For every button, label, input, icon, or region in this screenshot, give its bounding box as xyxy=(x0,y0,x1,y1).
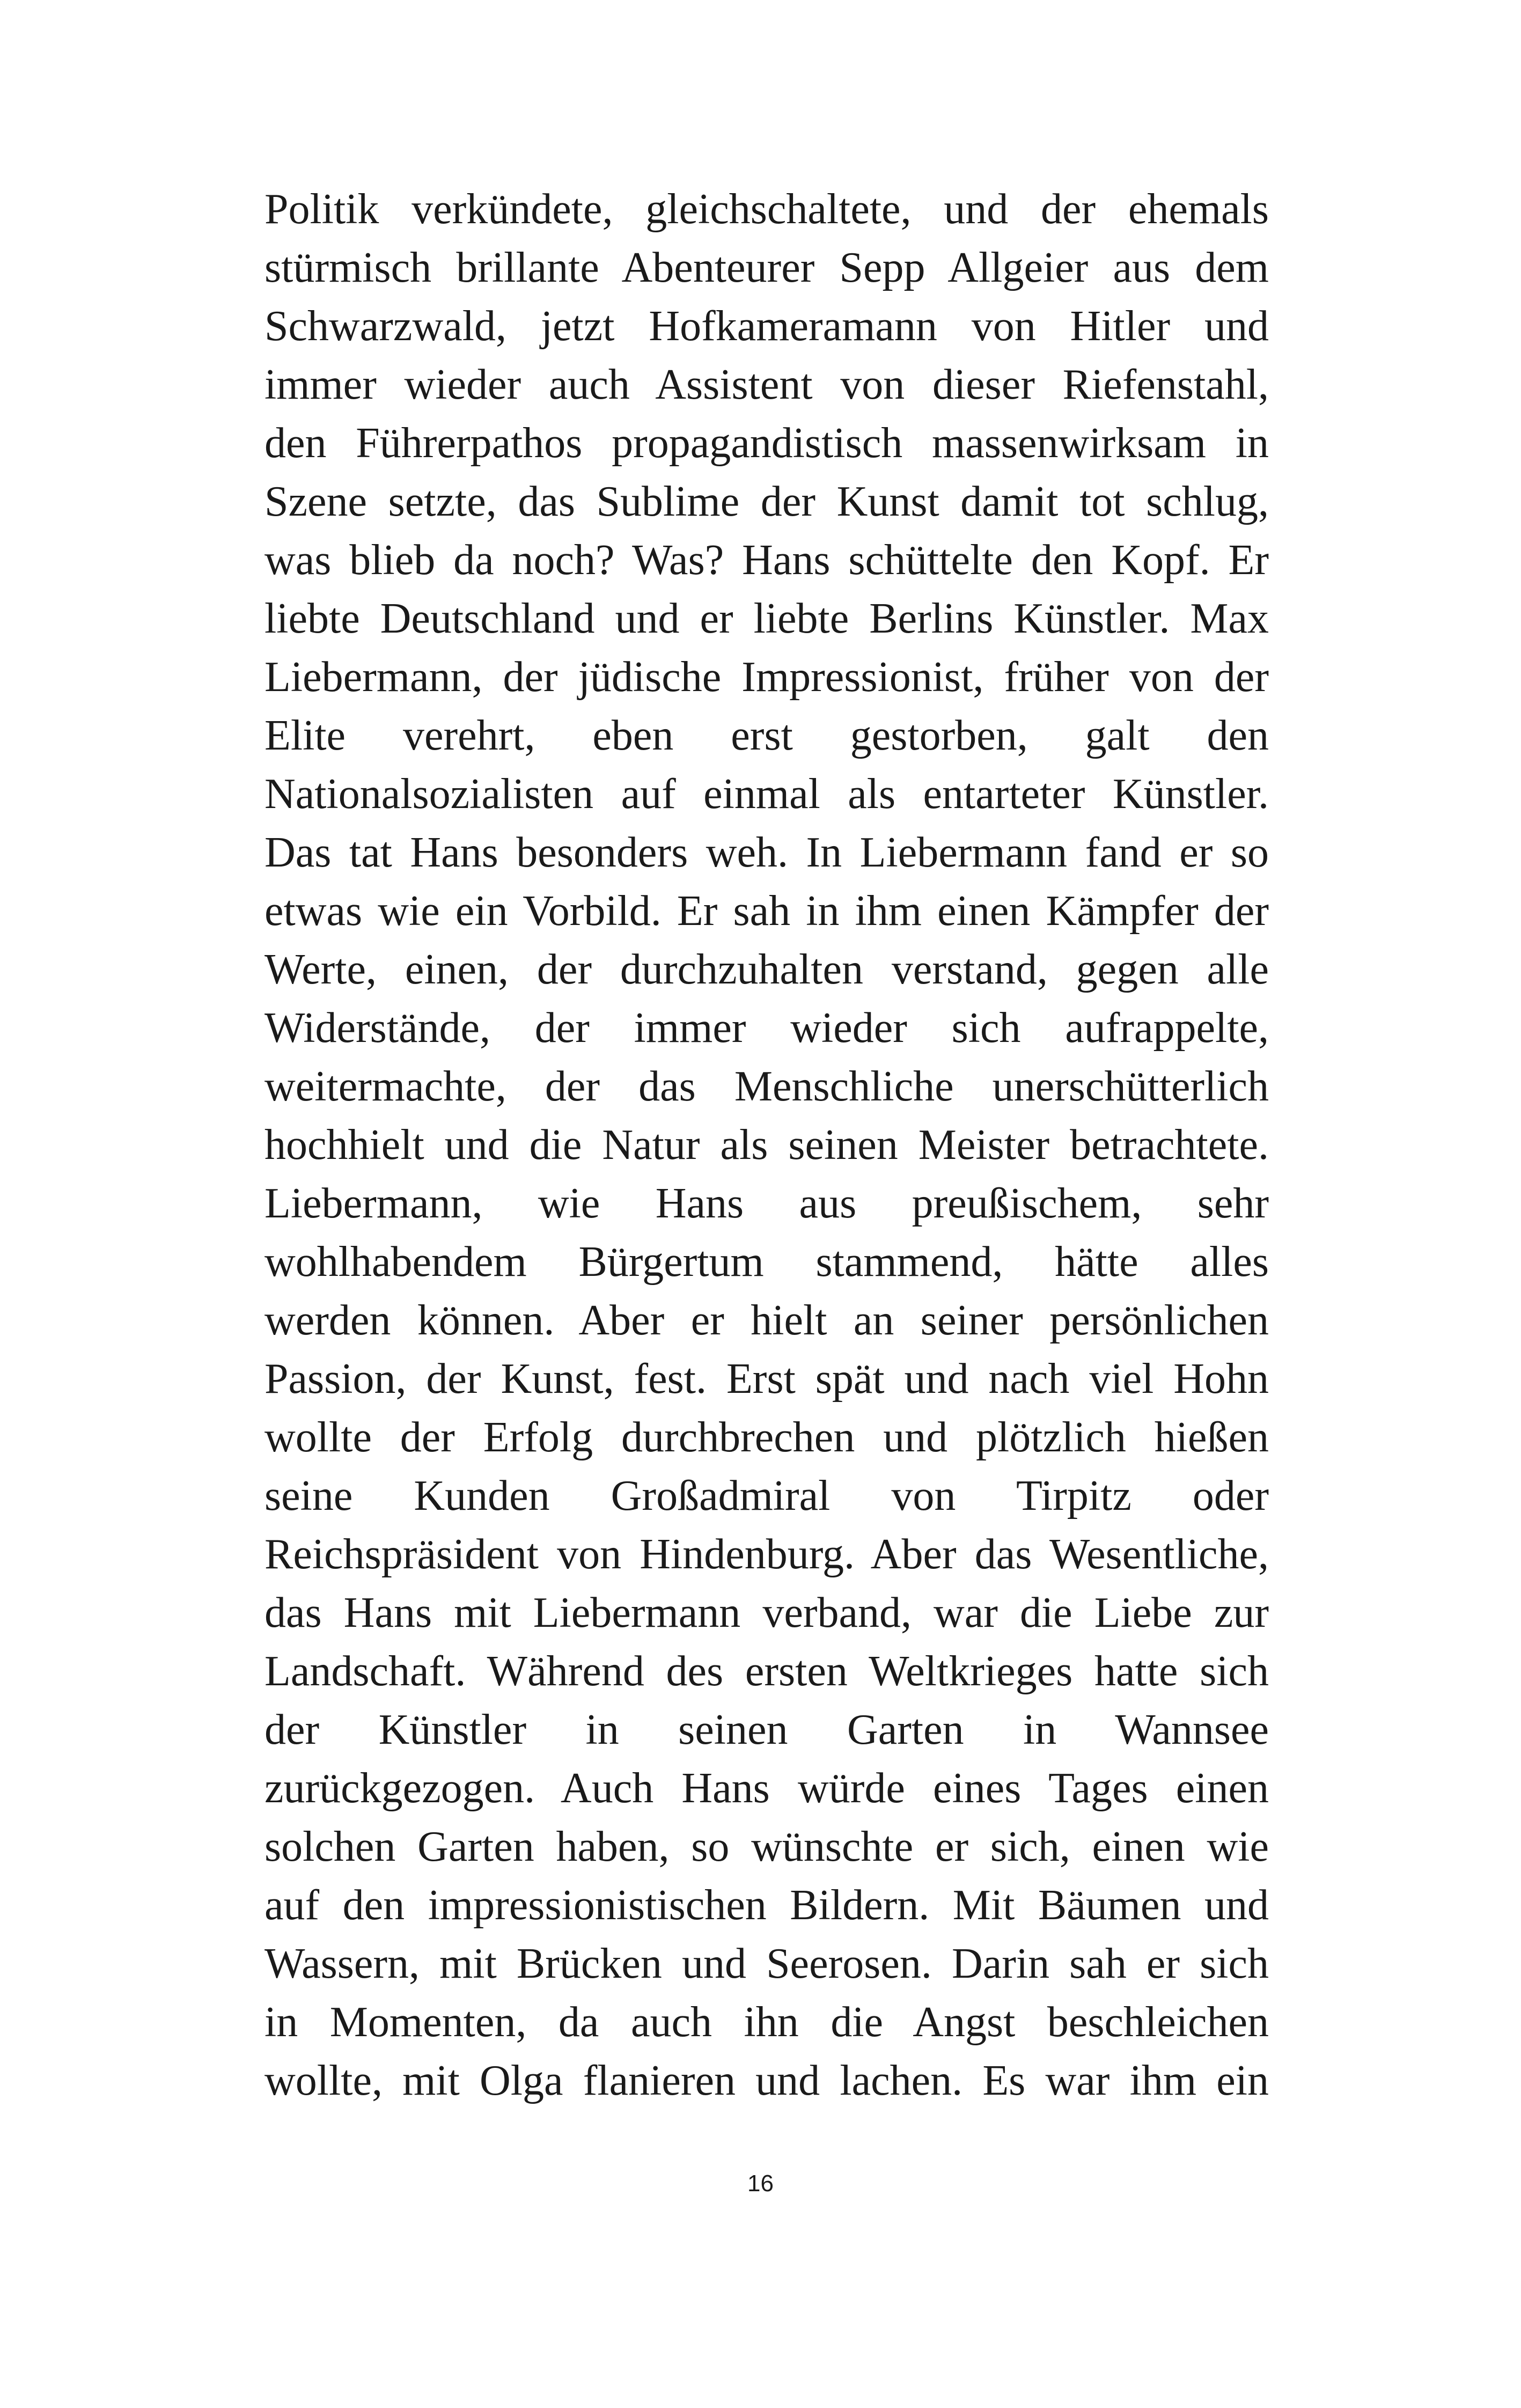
text-line: seine Kunden Großadmiral von Tirpitz oder xyxy=(264,1472,1269,1519)
text-line: Widerstände, der immer wieder sich aufrappelte, xyxy=(264,1004,1269,1052)
text-line: der Künstler in seinen Garten in Wannsee xyxy=(264,1706,1269,1753)
text-line: das Hans mit Liebermann verband, war die Liebe zur xyxy=(264,1589,1269,1636)
text-line: Politik verkündete, gleichschaltete, und der ehemals xyxy=(264,186,1269,233)
text-line: wohlhabendem Bürgertum stammend, hätte alles xyxy=(264,1238,1269,1286)
text-line: was blieb da noch? Was? Hans schüttelte den Kopf. Er xyxy=(264,537,1269,584)
text-line: in Momenten, da auch ihn die Angst beschleichen xyxy=(264,1999,1269,2046)
text-line: werden können. Aber er hielt an seiner persönlichen xyxy=(264,1297,1269,1344)
text-line: Landschaft. Während des ersten Weltkrieges hatte sich xyxy=(264,1648,1269,1695)
text-line: hochhielt und die Natur als seinen Meister betrachtete. xyxy=(264,1121,1269,1169)
body-text xyxy=(264,180,1269,2110)
text-line: liebte Deutschland und er liebte Berlins Künstler. Max xyxy=(264,595,1269,642)
text-line: Szene setzte, das Sublime der Kunst damit tot schlug, xyxy=(264,478,1269,525)
text-line: Schwarzwald, jetzt Hofkameramann von Hitler und xyxy=(264,303,1269,350)
text-line: solchen Garten haben, so wünschte er sich, einen wie xyxy=(264,1823,1269,1870)
text-line: Werte, einen, der durchzuhalten verstand, gegen alle xyxy=(264,946,1269,993)
text-line: Nationalsozialisten auf einmal als entarteter Künstler. xyxy=(264,770,1269,818)
text-line: etwas wie ein Vorbild. Er sah in ihm einen Kämpfer der xyxy=(264,887,1269,935)
text-line: zurückgezogen. Auch Hans würde eines Tages einen xyxy=(264,1765,1269,1812)
text-line: wollte, mit Olga flanieren und lachen. Es war ihm ein xyxy=(264,2057,1269,2104)
text-line: auf den impressionistischen Bildern. Mit Bäumen und xyxy=(264,1882,1269,1929)
text-line: wollte der Erfolg durchbrechen und plötzlich hießen xyxy=(264,1414,1269,1461)
text-line: Das tat Hans besonders weh. In Liebermann fand er so xyxy=(264,829,1269,876)
text-line: Liebermann, der jüdische Impressionist, früher von der xyxy=(264,654,1269,701)
text-line: Wassern, mit Brücken und Seerosen. Darin sah er sich xyxy=(264,1940,1269,1987)
text-line: immer wieder auch Assistent von dieser Riefenstahl, xyxy=(264,361,1269,408)
text-line: den Führerpathos propagandistisch massenwirksam in xyxy=(264,420,1269,467)
text-line: stürmisch brillante Abenteurer Sepp Allgeier aus dem xyxy=(264,244,1269,291)
text-line: Liebermann, wie Hans aus preußischem, sehr xyxy=(264,1180,1269,1227)
page-number: 16 xyxy=(747,2170,774,2197)
text-line: weitermachte, der das Menschliche unerschütterlich xyxy=(264,1063,1269,1110)
text-line: Passion, der Kunst, fest. Erst spät und nach viel Hohn xyxy=(264,1355,1269,1403)
text-line: Elite verehrt, eben erst gestorben, galt den xyxy=(264,712,1269,759)
text-line: Reichspräsident von Hindenburg. Aber das Wesentliche, xyxy=(264,1531,1269,1578)
